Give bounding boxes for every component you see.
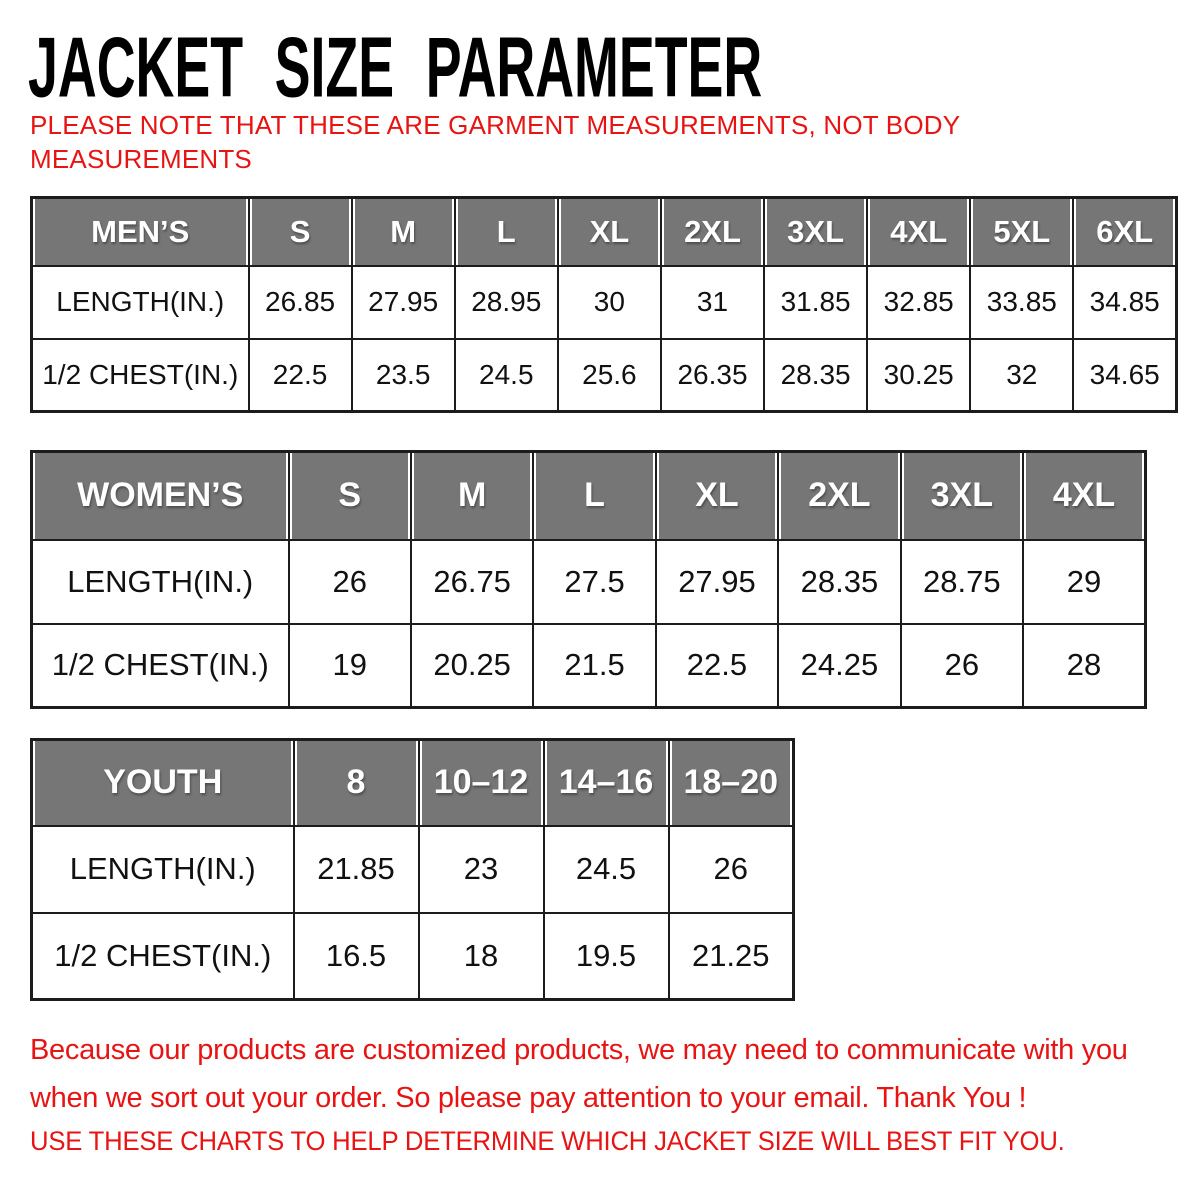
size-column-header: 2XL — [778, 452, 900, 540]
measurement-value-cell: 32.85 — [867, 266, 970, 339]
measurement-value-cell: 33.85 — [970, 266, 1073, 339]
size-column-header: 4XL — [867, 198, 970, 266]
size-column-header: M — [352, 198, 455, 266]
measurement-value-cell: 28.75 — [901, 540, 1023, 624]
youth-length-row — [32, 826, 794, 913]
youth-header-row — [32, 740, 794, 826]
mens-length-row — [32, 266, 1177, 339]
womens-length-row — [32, 540, 1146, 624]
row-label-cell: 1/2 CHEST(IN.) — [32, 913, 294, 1000]
measurement-value-cell: 26.85 — [249, 266, 352, 339]
size-column-header: 5XL — [970, 198, 1073, 266]
mens-header-row — [32, 198, 1177, 266]
size-column-header: S — [289, 452, 411, 540]
customization-notice-line2: when we sort out your order. So please pay attention to your email. Thank You ! — [30, 1082, 1027, 1114]
youth-chest-row — [32, 913, 794, 1000]
youth-size-table — [30, 738, 795, 1001]
measurement-value-cell: 31.85 — [764, 266, 867, 339]
measurement-value-cell: 27.95 — [656, 540, 778, 624]
size-column-header: XL — [558, 198, 661, 266]
size-column-header: L — [455, 198, 558, 266]
measurement-value-cell: 28 — [1023, 624, 1145, 708]
size-column-header: 2XL — [661, 198, 764, 266]
measurement-value-cell: 34.65 — [1073, 339, 1176, 412]
size-column-header: M — [411, 452, 533, 540]
size-column-header: 3XL — [764, 198, 867, 266]
size-column-header: S — [249, 198, 352, 266]
measurement-value-cell: 30 — [558, 266, 661, 339]
measurement-value-cell: 22.5 — [656, 624, 778, 708]
measurement-value-cell: 30.25 — [867, 339, 970, 412]
customization-notice-line1: Because our products are customized products, we may need to communicate with you — [30, 1034, 1128, 1066]
womens-size-table — [30, 450, 1147, 709]
row-label-cell: LENGTH(IN.) — [32, 266, 249, 339]
row-label-cell: 1/2 CHEST(IN.) — [32, 339, 249, 412]
measurement-value-cell: 34.85 — [1073, 266, 1176, 339]
measurement-value-cell: 21.25 — [669, 913, 794, 1000]
womens-chest-row — [32, 624, 1146, 708]
table-name-cell: YOUTH — [32, 740, 294, 826]
womens-header-row — [32, 452, 1146, 540]
measurement-value-cell: 31 — [661, 266, 764, 339]
page-title: JACKET SIZE PARAMETER — [28, 19, 763, 115]
measurement-value-cell: 27.5 — [533, 540, 655, 624]
measurement-value-cell: 16.5 — [294, 913, 419, 1000]
measurement-value-cell: 21.5 — [533, 624, 655, 708]
measurement-value-cell: 19 — [289, 624, 411, 708]
measurement-value-cell: 32 — [970, 339, 1073, 412]
measurement-value-cell: 24.5 — [544, 826, 669, 913]
measurement-value-cell: 29 — [1023, 540, 1145, 624]
table-name-cell: WOMEN’S — [32, 452, 289, 540]
measurement-value-cell: 21.85 — [294, 826, 419, 913]
measurement-value-cell: 26 — [289, 540, 411, 624]
measurement-value-cell: 28.35 — [764, 339, 867, 412]
mens-size-table — [30, 196, 1178, 413]
measurement-value-cell: 18 — [419, 913, 544, 1000]
measurement-value-cell: 22.5 — [249, 339, 352, 412]
measurement-value-cell: 24.5 — [455, 339, 558, 412]
size-column-header: 14–16 — [544, 740, 669, 826]
measurement-value-cell: 26 — [669, 826, 794, 913]
mens-chest-row — [32, 339, 1177, 412]
measurement-value-cell: 28.35 — [778, 540, 900, 624]
measurement-value-cell: 24.25 — [778, 624, 900, 708]
row-label-cell: LENGTH(IN.) — [32, 540, 289, 624]
measurement-value-cell: 28.95 — [455, 266, 558, 339]
measurement-value-cell: 26.35 — [661, 339, 764, 412]
size-column-header: 4XL — [1023, 452, 1145, 540]
measurement-value-cell: 27.95 — [352, 266, 455, 339]
row-label-cell: LENGTH(IN.) — [32, 826, 294, 913]
measurement-value-cell: 20.25 — [411, 624, 533, 708]
size-column-header: 3XL — [901, 452, 1023, 540]
measurement-value-cell: 23 — [419, 826, 544, 913]
measurement-value-cell: 23.5 — [352, 339, 455, 412]
garment-measurement-note: PLEASE NOTE THAT THESE ARE GARMENT MEASUREMENTS, NOT BODY MEASUREMENTS — [30, 110, 960, 174]
chart-usage-note: USE THESE CHARTS TO HELP DETERMINE WHICH JACKET SIZE WILL BEST FIT YOU. — [30, 1126, 1065, 1156]
size-column-header: L — [533, 452, 655, 540]
size-column-header: 6XL — [1073, 198, 1176, 266]
size-column-header: 10–12 — [419, 740, 544, 826]
size-column-header: 18–20 — [669, 740, 794, 826]
size-column-header: 8 — [294, 740, 419, 826]
measurement-value-cell: 26.75 — [411, 540, 533, 624]
measurement-value-cell: 19.5 — [544, 913, 669, 1000]
table-name-cell: MEN’S — [32, 198, 249, 266]
measurement-value-cell: 26 — [901, 624, 1023, 708]
row-label-cell: 1/2 CHEST(IN.) — [32, 624, 289, 708]
measurement-value-cell: 25.6 — [558, 339, 661, 412]
customization-notice — [30, 1026, 1128, 1122]
size-column-header: XL — [656, 452, 778, 540]
